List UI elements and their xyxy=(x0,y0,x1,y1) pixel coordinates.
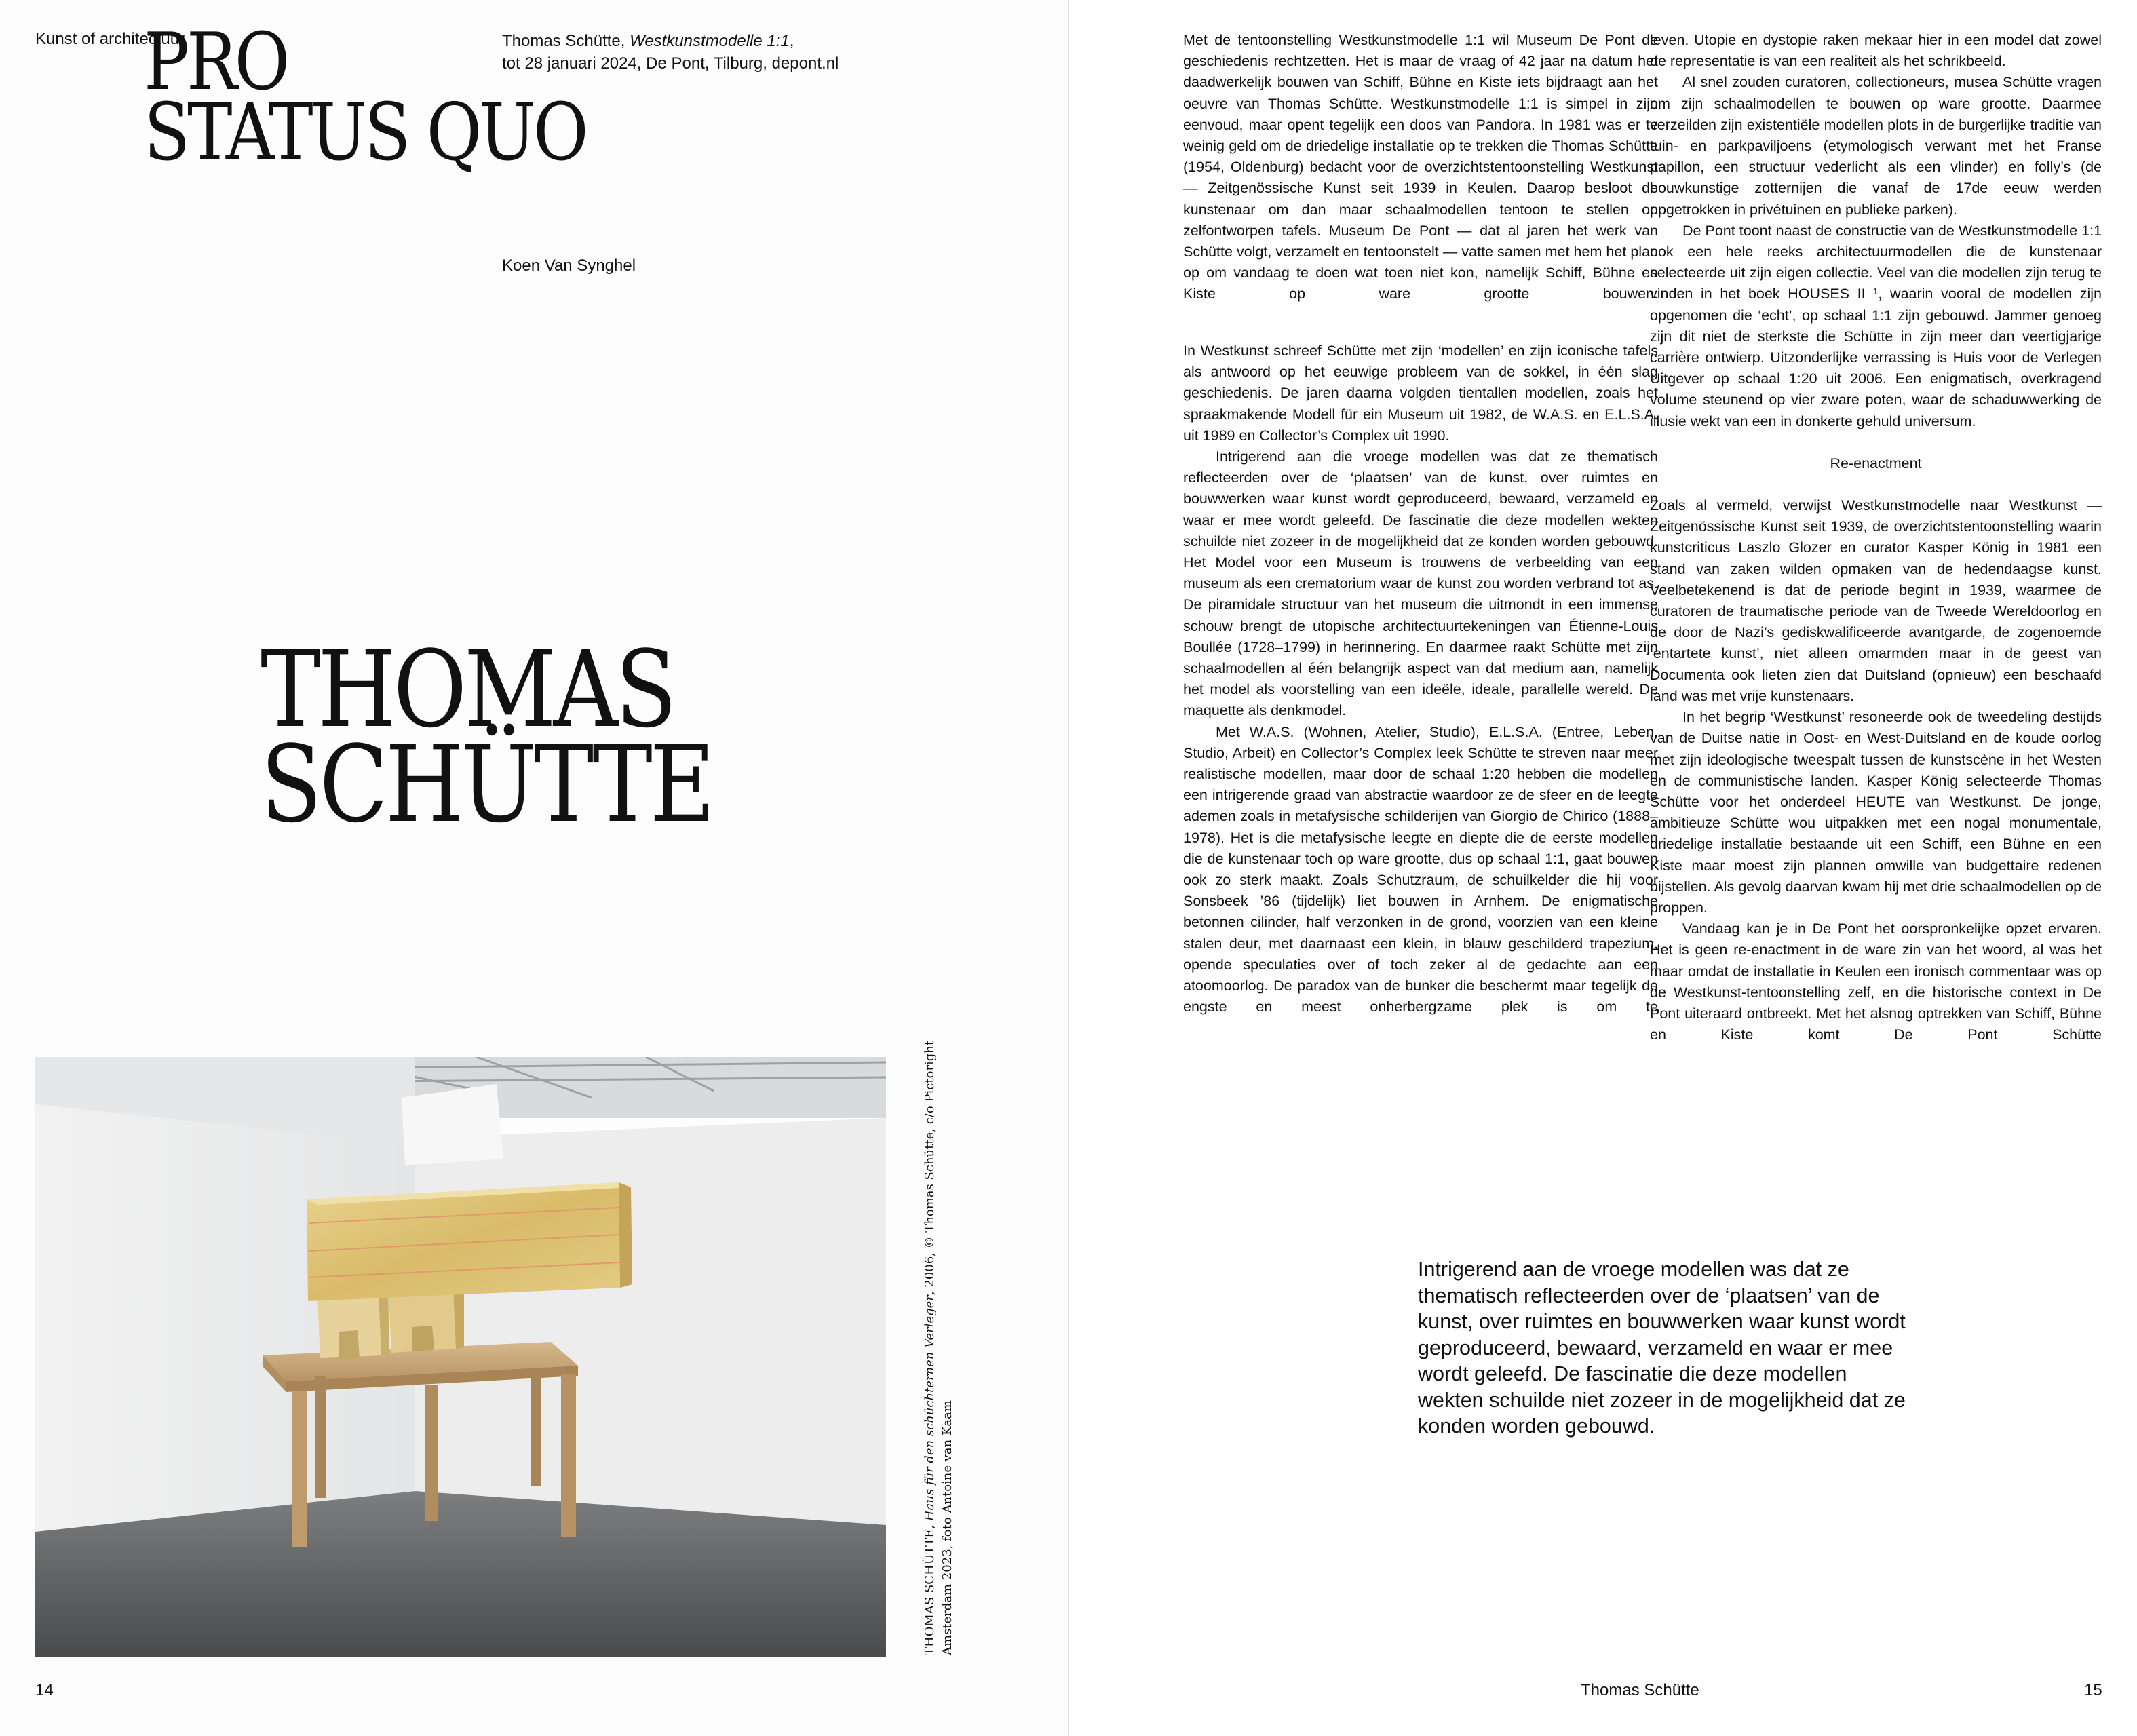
section-label: Kunst of architectuur xyxy=(35,30,185,48)
caption-artist: THOMAS SCHÜTTE, xyxy=(923,1521,937,1655)
paragraph: De Pont toont naast de constructie van de Westkunstmodelle 1:1 ook een hele reeks architectuurmodellen die de kunstenaar selecteerde uit zijn eigen collectie. Veel van die modellen zijn terug te vinden in het boek HOUSES II ¹, waarin vooral de modellen zijn opgenomen die ‘echt’, op schaal 1:1 zijn gebouwd. Jammer genoeg zijn dit niet de sterkste die Schütte in zijn meer dan veertigjarige carrière ontwierp. Uitzonderlijke verrassing is Huis voor de Verlegen Uitgever op schaal 1:20 uit 2006. Een enigmatisch, overkragend volume steunend op vier zware poten, waar de schaduwwerking de illusie wekt van een in donkerte gehuld universum. xyxy=(1650,222,2102,429)
paragraph: In het begrip ‘Westkunst’ resoneerde ook de tweedeling destijds van de Duitse natie in Oost- en West-Duitsland en de koude oorlog met zijn ideologische tweespalt tussen de kunstscène in het Westen en de communistische landen. Kasper König selecteerde Thomas Schütte voor het onderdeel HEUTE van Westkunst. De jonge, ambitieuze Schütte wou uitpakken met een nogal monumentale, driedelige installatie bestaande uit een Schiff, een Bühne en een Kiste maar moest zijn plannen omwille van budgettaire redenen bijstellen. Als gevolg daarvan kwam hij met drie schaalmodellen op de proppen. xyxy=(1650,709,2102,916)
paragraph: Met de tentoonstelling Westkunstmodelle 1:1 wil Museum De Pont de geschiedenis rechtzetten. Het is maar de vraag of 42 jaar na datum het daadwerkelijk bouwen van Schiff, Bühne en Kiste iets bijdraagt aan het oeuvre van Thomas Schütte. Westkunstmodelle 1:1 is simpel in zijn eenvoud, maar opent tegelijk een doos van Pandora. In 1981 was er te weinig geld om de driedelige installatie op te trekken die Thomas Schütte (1954, Oldenburg) bedacht voor de overzichtstentoonstelling Westkunst — Zeitgenössische Kunst seit 1939 in Keulen. Daarop besloot de kunstenaar om dan maar schaalmodellen tentoon te stellen op zelfontworpen tafels. Museum De Pont — dat al jaren het werk van Schütte volgt, verzamelt en tentoonstelt — vatte samen met hem het plan op om vandaag te doen wat toen niet kon, namelijk Schiff, Bühne en Kiste op ware grootte bouwen. xyxy=(1183,32,1658,303)
photo-caption xyxy=(921,977,957,1655)
caption-details: , 2006, © Thomas Schütte, c/o Pictoright xyxy=(923,1040,937,1296)
running-footer: Thomas Schütte xyxy=(1581,1681,1699,1699)
paragraph: Met W.A.S. (Wohnen, Atelier, Studio), E.L.S.A. (Entree, Leben, Studio, Arbeit) en Collector’s Complex leek Schütte te streven naar meer realistische modellen, maar door de schaal 1:20 hebben die modellen een intrigerende graad van abstractie waardoor ze de sfeer en de leegte ademen zoals in metafysische schilderijen van Giorgio de Chirico (1888–1978). Het is die metafysische leegte en diepte die de eerste modellen die de kunstenaar toch op ware grootte, dus op schaal 1:1, gaat bouwen ook zo sterk maakt. Zoals Schutzraum, de schuilkelder die hij voor Sonsbeek ’86 (tijdelijk) liet bouwen in Arnhem. De enigmatische betonnen cilinder, half verzonken in de grond, voorzien van een kleine stalen deur, met daarnaast een klein, in blauw geschilderd trapezium, opende speculaties over of toch zeker al de gedachte aan een atoomoorlog. De paradox van de bunker die beschermt maar tegelijk de engste en meest onherbergzame plek is om te xyxy=(1183,723,1658,1016)
subheading: Re-enactment xyxy=(1830,455,1922,471)
caption-credit: Amsterdam 2023, foto Antoine van Kaam xyxy=(940,1400,955,1655)
paragraph: Vandaag kan je in De Pont het oorspronkelijke opzet ervaren. Het is geen re-enactment in de ware zin van het woord, al was het maar omdat de installatie in Keulen een ironisch commentaar was op de Westkunst-tentoonstelling zelf, en die historische context in De Pont uiteraard ontbreekt. Met het alsnog optrekken van Schiff, Bühne en Kiste komt De Pont Schütte xyxy=(1650,921,2102,1043)
event-title: Westkunstmodelle 1:1 xyxy=(630,32,790,50)
event-info xyxy=(502,30,855,75)
headline-line-2: STATUS QUO xyxy=(144,87,586,178)
body-column-right xyxy=(1650,30,2102,1045)
page-gutter xyxy=(1068,0,1069,1736)
author-byline: Koen Van Synghel xyxy=(502,256,636,275)
page-number-right: 15 xyxy=(2084,1681,2102,1699)
caption-work-title: Haus für den schüchternen Verleger xyxy=(923,1295,937,1522)
headline-line-1: PRO xyxy=(144,16,288,108)
artist-title-line-2: SCHÜTTE xyxy=(261,722,713,846)
paragraph: Zoals al vermeld, verwijst Westkunstmodelle naar Westkunst — Zeitgenössische Kunst seit 1939, de overzichtstentoonstelling waarin kunstcriticus Laszlo Glozer en curator Kasper König in 1981 een stand van zaken wilden opmaken van de hedendaagse kunst. Veelbetekenend is dat de periode begint in 1939, waarmee de curatoren de traumatische periode van de Tweede Wereldoorlog en de door de Nazi’s gediskwalificeerde avantgarde, de zogenoemde ‘entartete kunst’, niet alleen omarmden maar in de geest van Documenta ook lieten zien dat Duitsland (opnieuw) een beschaafd land was met vrije kunstenaars. xyxy=(1650,497,2102,704)
body-column-left-continued xyxy=(1183,341,1658,1018)
gallery-scene xyxy=(35,1057,886,1657)
paragraph: Intrigerend aan die vroege modellen was dat ze thematisch reflecteerden over de ‘plaatsen’ van de kunst, over ruimtes en bouwwerken waar kunst wordt geproduceerd, bewaard, verzameld en waar er mee wordt geleefd. De fascinatie die deze modellen wekten schuilde niet zozeer in de mogelijkheid dat ze konden worden gebouwd. Het Model voor een Museum is trouwens de verbeelding van een museum als een crematorium waar de kunst zou worden verbrand tot as. De piramidale structuur van het museum die uitmondt in een immense schouw brengt de utopische architectuurtekeningen van Étienne-Louis Boullée (1728–1799) in herinnering. En daarmee raakt Schütte met zijn schaalmodellen al één belangrijk aspect van dat medium aan, namelijk het model als voorstelling van een ideële, ideale, parallelle wereld. De maquette als denkmodel. xyxy=(1183,448,1658,719)
artist-title xyxy=(261,628,713,846)
paragraph: leven. Utopie en dystopie raken mekaar hier in een model dat zowel de representatie is van een realiteit als het schrikbeeld. xyxy=(1650,32,2102,70)
event-artist: Thomas Schütte, xyxy=(502,32,630,50)
paragraph: In Westkunst schreef Schütte met zijn ‘modellen’ en zijn iconische tafels als antwoord op het eeuwige probleem van de sokkel, in één slag geschiedenis. De jaren daarna volgden tientallen modellen, zoals het spraakmakende Modell für ein Museum uit 1982, de W.A.S. en E.L.S.A. uit 1989 en Collector’s Complex uit 1990. xyxy=(1183,343,1658,444)
event-dates-venue: tot 28 januari 2024, De Pont, Tilburg, depont.nl xyxy=(502,54,839,73)
paragraph: Al snel zouden curatoren, collectioneurs, musea Schütte vragen om zijn schaalmodellen te bouwen op ware grootte. Daarmee verzeilden zijn existentiële modellen plots in de burgerlijke traditie van tuin- en parkpaviljoens (etymologisch verwant met het Franse papillon, een structuur vederlicht als een vlinder) en folly’s (de bouwkunstige zotternijen die vanaf de 17de eeuw werden opgetrokken in privétuinen en publieke parken). xyxy=(1650,74,2102,218)
body-column-left xyxy=(1183,30,1658,305)
pull-quote: Intrigerend aan de vroege modellen was dat ze thematisch reflecteerden over de ‘plaatsen’ van de kunst, over ruimtes en bouwwerken waar kunst wordt geproduceerd, bewaard, verzameld en waar er mee wordt geleefd. De fascinatie die deze modellen wekten schuilde niet zozeer in de mogelijkheid dat ze konden worden gebouwd. xyxy=(1418,1258,1906,1438)
artist-title-line-1: THOMAS xyxy=(261,628,674,751)
page-number-left: 14 xyxy=(35,1681,54,1699)
event-title-comma: , xyxy=(789,32,794,50)
artwork-photo xyxy=(35,1057,886,1657)
left-page xyxy=(0,0,1068,1736)
